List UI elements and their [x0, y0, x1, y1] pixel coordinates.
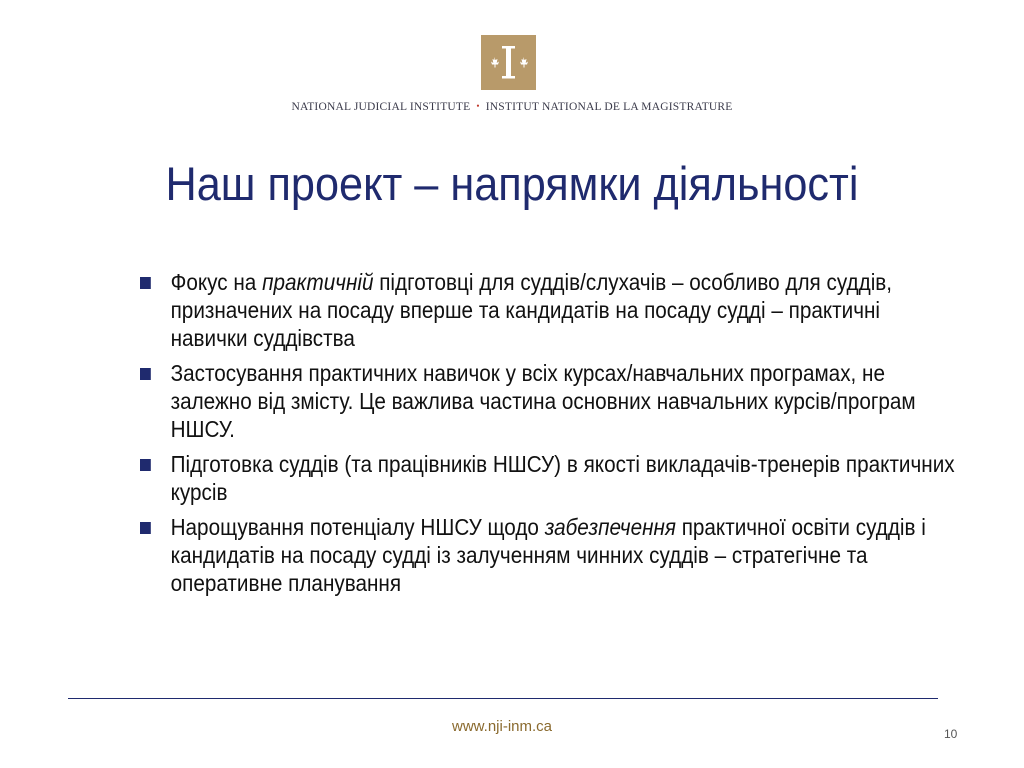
bullet-item	[140, 268, 963, 352]
bullet-emphasis: забезпечення	[544, 514, 676, 540]
footer-divider	[68, 698, 938, 699]
bullet-text: Фокус на	[170, 269, 263, 295]
institute-name-en: NATIONAL JUDICIAL INSTITUTE	[291, 101, 471, 113]
bullet-text: Підготовка суддів (та працівників НШСУ) в якості викладачів-тренерів практичних курсів	[170, 451, 955, 505]
institute-name	[0, 101, 1024, 113]
nji-logo-icon	[481, 35, 536, 90]
bullet-text: практичної освіти суддів і кандидатів на посаду судді із залученням чинних суддів – стратегічне та оперативне планування	[170, 514, 926, 596]
bullet-square-icon	[140, 368, 151, 380]
bullet-square-icon	[140, 522, 151, 534]
footer-url-link[interactable]: www.nji-inm.ca	[451, 718, 553, 735]
bullet-text: Нарощування потенціалу НШСУ щодо	[170, 514, 545, 540]
bullet-square-icon	[140, 459, 151, 471]
bullet-square-icon	[140, 277, 151, 289]
bullet-item	[140, 513, 963, 597]
bullet-text: підготовці для суддів/слухачів – особливо для суддів, призначених на посаду вперше та кандидатів на посаду судді – практичні навички суддівства	[170, 269, 893, 351]
institute-name-fr: INSTITUT NATIONAL DE LA MAGISTRATURE	[485, 101, 733, 113]
bullet-item	[140, 359, 963, 443]
page-number: 10	[944, 727, 958, 741]
separator-dot: •	[476, 101, 480, 111]
bullet-list	[140, 268, 955, 604]
bullet-item	[140, 450, 963, 506]
bullet-emphasis: практичній	[262, 269, 374, 295]
slide-title: Наш проект – напрямки діяльності	[165, 157, 859, 210]
bullet-text: Застосування практичних навичок у всіх курсах/навчальних програмах, не залежно від змісту. Це важлива частина основних навчальних курсів/програм НШСУ.	[170, 360, 916, 442]
